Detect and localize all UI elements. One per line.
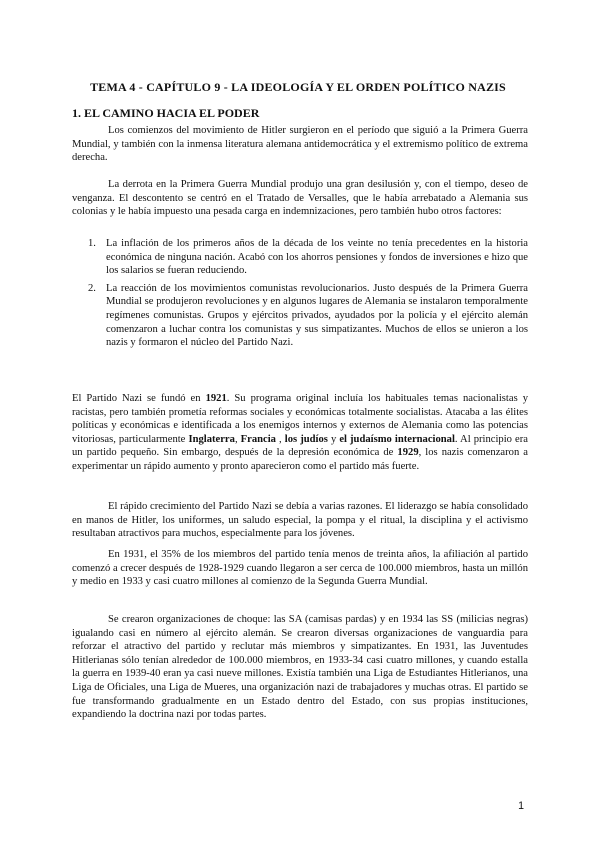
bold-inglaterra: Inglaterra [188, 433, 235, 445]
paragraph-membership: En 1931, el 35% de los miembros del partido tenía menos de treinta años, la afiliación al partido comenzó a crecer después de 1928-1929 cuando llegaron a ser cerca de 100.000 miembros, hasta un millón y medio en 1933 y casi cuatro millones al comienzo de la Segunda Guerra Mundial. [72, 549, 528, 588]
bold-year-1929: 1929 [397, 447, 419, 459]
text-run: . Su programa original incluía los habituales temas nacionalistas y racistas, pero también prometía reformas sociales y económicas totalmente socialistas. Atacaba a las élites políticas y económicas e identificada a los enemigos internos y externos de Alemania como las potencias vitoriosas, particularmente [72, 393, 528, 445]
text-run: y [327, 433, 340, 445]
text-run: , [275, 433, 285, 445]
text-run: , los nazis comenzaron a experimentar un rápido aumento y pronto aparecieron como el partido más fuerte. [72, 447, 528, 472]
list-item [72, 237, 528, 278]
document-title: TEMA 4 - CAPÍTULO 9 - LA IDEOLOGÍA Y EL ORDEN POLÍTICO NAZIS [90, 80, 506, 94]
paragraph-defeat: La derrota en la Primera Guerra Mundial produjo una gran desilusión y, con el tiempo, deseo de venganza. El descontento se centró en el Tratado de Versalles, que le había arrebatado a Alemania sus colonias y le había impuesto una pesada carga en indemnizaciones, pero también hubo otros factores: [72, 179, 528, 218]
bold-judaismo: el judaísmo internacional [339, 433, 455, 445]
paragraph-organizations: Se crearon organizaciones de choque: las SA (camisas pardas) y en 1934 las SS (milicias negras) igualando casi en número al ejército alemán. Se crearon diversas organizaciones de vanguardia para reforzar el atractivo del partido y reclutar más miembros y simpatizantes. En 1931, las Juventudes Hitlerianas sólo tenían alrededor de 100.000 miembros, en 1933-34 casi cuatro millones, y cuando estalla la guerra en 1939-40 eran ya casi nueve millones. Existía también una Liga de Estudiantes Hitlerianos, una Liga de Oficiales, una Liga de Mueres, una organización nazi de trabajadores y muchas otras. El partido se fue transformando gradualmente en un Estado dentro del Estado, con sus propias instituciones, expandiendo la doctrina nazi por todas partes. [72, 614, 528, 721]
list-number: 2. [88, 282, 96, 294]
list-item-text: La inflación de los primeros años de la década de los veinte no tenía precedentes en la historia económica de ninguna nación. Acabó con los ahorros pensiones y fondos de inversiones e hizo que los salarios se fueran reduciendo. [106, 238, 528, 277]
list-item-text: La reacción de los movimientos comunistas revolucionarios. Justo después de la Primera Guerra Mundial se produjeron revoluciones y en algunos lugares de Alemania se instalaron temporalmente regímenes comunistas. Grupos y ejércitos privados, ayudados por la policía y el ejército alemán comenzaron a luchar contra los comunistas y sus simpatizantes. Muchos de ellos se unieron a los nazis y formaron el núcleo del Partido Nazi. [106, 282, 528, 349]
paragraph-founding [72, 392, 528, 474]
paragraph-growth: El rápido crecimiento del Partido Nazi se debía a varias razones. El liderazgo se había consolidado en manos de Hitler, los uniformes, un saludo especial, la pompa y el ritual, la disciplina y el activismo resultaban atractivos para muchos, especialmente para los jóvenes. [72, 501, 528, 540]
factors-list [72, 237, 528, 354]
bold-judios: los judíos [284, 433, 328, 445]
list-item [72, 282, 528, 350]
text-run: . Al principio era un partido pequeño. Sin embargo, después de la depresión económica de [72, 433, 528, 459]
list-number: 1. [88, 238, 96, 249]
text-run: , [234, 433, 241, 445]
section-heading: 1. EL CAMINO HACIA EL PODER [72, 106, 260, 120]
paragraph-intro: Los comienzos del movimiento de Hitler surgieron en el período que siguió a la Primera Guerra Mundial, y también con la inmensa literatura alemana antidemocrática y el extremismo político de extrema derecha. [72, 125, 528, 164]
bold-francia: Francia [240, 433, 276, 445]
bold-year-1921: 1921 [205, 393, 227, 404]
page-number: 1 [518, 800, 524, 812]
text-run: El Partido Nazi se fundó en [72, 393, 206, 404]
